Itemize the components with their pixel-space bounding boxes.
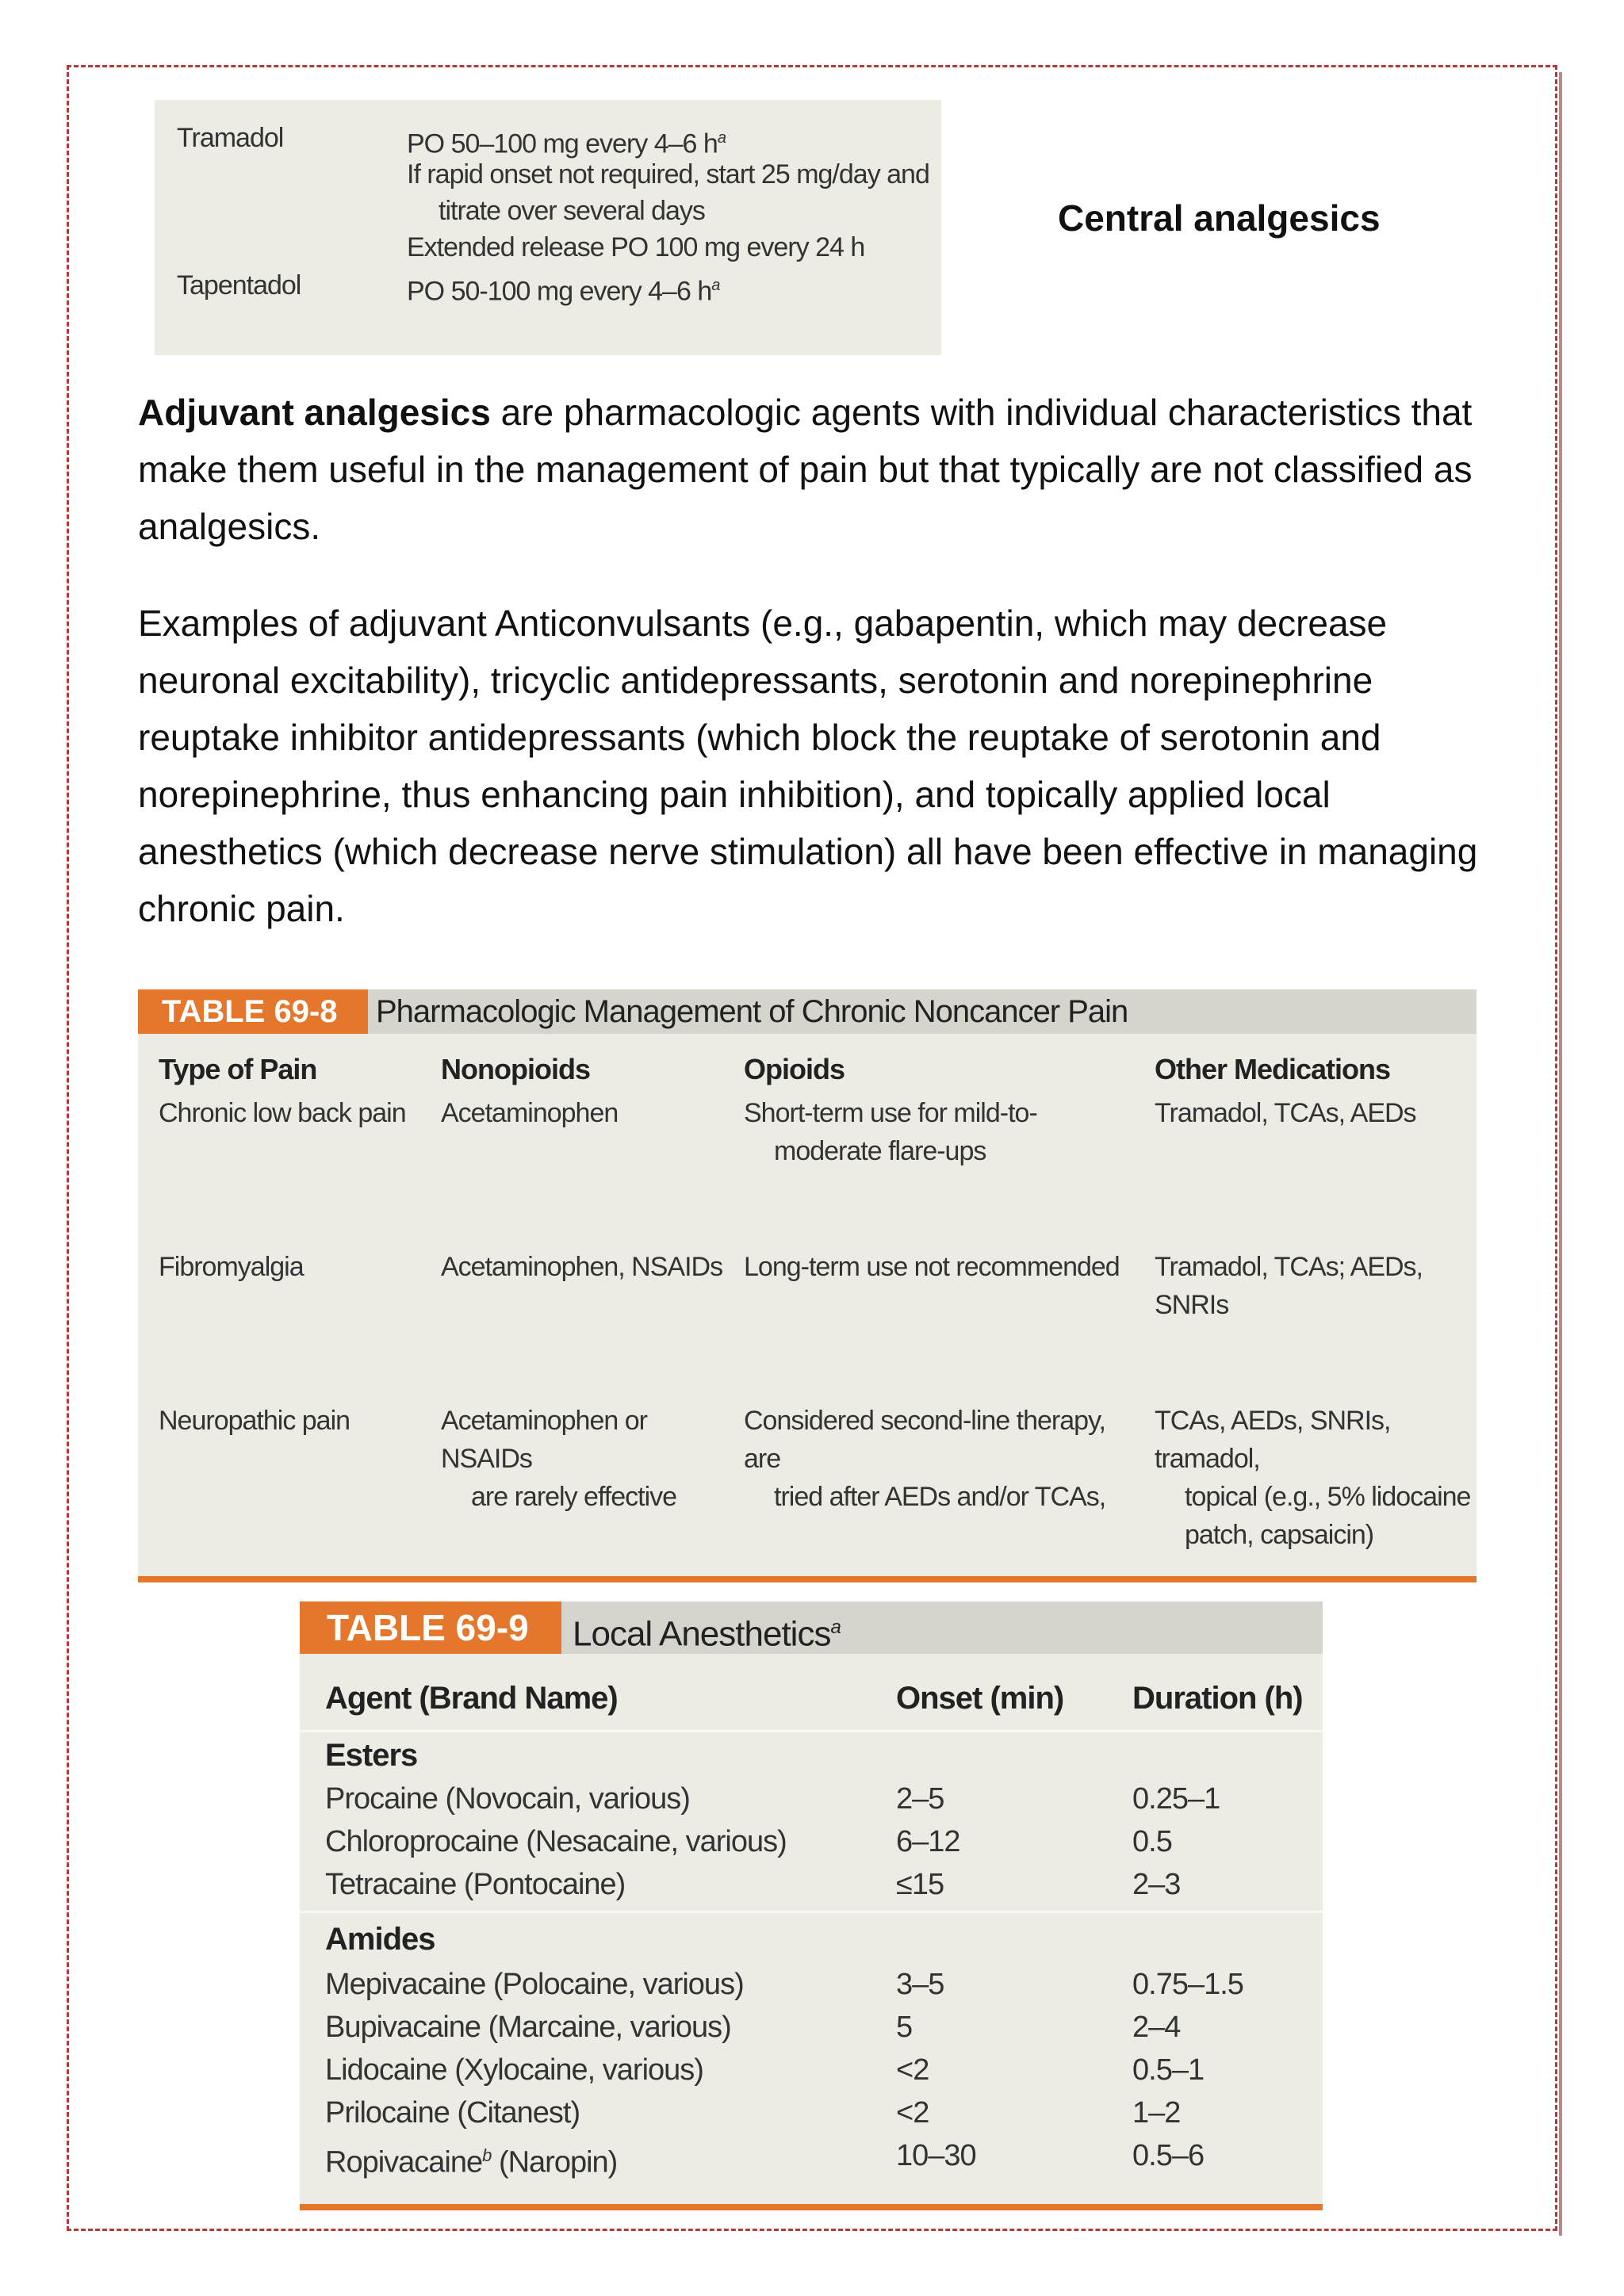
table-cell: Tramadol, TCAs, AEDs (1155, 1098, 1416, 1128)
dose-line: titrate over several days (439, 196, 705, 226)
table-row: Chloroprocaine (Nesacaine, various) 6–12 0.5 (325, 1825, 1172, 1858)
column-header: Agent (Brand Name) (325, 1681, 618, 1716)
paragraph-adjuvant: Adjuvant analgesics are pharmacologic agents with individual characteristics that make them useful in the management of pain but that typically are not classified as analgesics. (138, 392, 1473, 547)
table-tag: TABLE 69-8 (138, 989, 368, 1034)
table-row: Prilocaine (Citanest) <2 1–2 (325, 2096, 1181, 2130)
table-title: Pharmacologic Management of Chronic Noncancer Pain (376, 994, 1128, 1029)
table-title: Local Anesthetics$^a$ (573, 1614, 841, 1654)
side-label: Central analgesics (1058, 197, 1381, 239)
table-row: Bupivacaine (Marcaine, various) 5 2–4 (325, 2011, 1181, 2044)
dose-line: If rapid onset not required, start 25 mg/day and (407, 159, 929, 189)
dosing-table (155, 100, 941, 355)
table-row: Lidocaine (Xylocaine, various) <2 0.5–1 (325, 2053, 1205, 2087)
table-cell: Short-term use for mild-to- moderate flare-ups (744, 1098, 1037, 1166)
column-header: Opioids (744, 1053, 845, 1085)
column-header: Duration (h) (1132, 1681, 1303, 1716)
table-row: Tetracaine (Pontocaine) ≤15 2–3 (325, 1868, 1181, 1901)
drug-name: Tapentadol (177, 270, 301, 300)
dose-line: PO 50–100 mg every 4–6 $h^a$ (407, 128, 726, 159)
column-header: Other Medications (1155, 1053, 1391, 1085)
table-header-row (300, 1668, 1323, 1732)
column-header: Type of Pain (159, 1053, 317, 1085)
row-divider (300, 1730, 1323, 1732)
table-row: Mepivacaine (Polocaine, various) 3–5 0.75–1.5 (325, 1968, 1243, 2001)
table-bottom-rule (138, 1576, 1477, 1582)
table-row: Procaine (Novocain, various) 2–5 0.25–1 (325, 1782, 1220, 1816)
table-cell: Acetaminophen or NSAIDs are rarely effective (441, 1406, 677, 1512)
dose-line: Extended release PO 100 mg every 24 h (407, 232, 865, 262)
table-69-9 (300, 1601, 1323, 2204)
table-title-bar (368, 989, 1477, 1034)
row-divider (300, 1911, 1323, 1913)
table-row: Ropivacaine$^b$ (Naropin) 10–30 0.5–6 (325, 2139, 1205, 2179)
column-header: Onset (min) (896, 1681, 1064, 1716)
table-bottom-rule (300, 2204, 1323, 2210)
table-tag: TABLE 69-9 (300, 1601, 561, 1654)
dose-line: PO 50-100 mg every 4–6 $h^a$ (407, 276, 720, 307)
table-cell: Long-term use not recommended (744, 1252, 1120, 1282)
table-cell: Acetaminophen, NSAIDs (441, 1252, 723, 1282)
column-header: Nonopioids (441, 1053, 590, 1085)
bold-term: Adjuvant analgesics (138, 392, 491, 433)
table-cell: Fibromyalgia (159, 1252, 304, 1282)
group-label: Esters (325, 1738, 418, 1773)
table-cell: Tramadol, TCAs; AEDs, SNRIs (1155, 1252, 1423, 1320)
table-cell: TCAs, AEDs, SNRIs, tramadol, topical (e.g., 5% lidocaine patch, capsaicin) (1155, 1406, 1471, 1550)
paragraph-examples: Examples of adjuvant Anticonvulsants (e.g., gabapentin, which may decrease neuronal excitability), tricyclic antidepressants, serotonin and norepinephrine reuptake inhibitor antidepressants (which block the reuptake of serotonin and norepinephrine, thus enhancing pain inhibition), and topically applied local anesthetics (which decrease nerve stimulation) all have been effective in managing chronic pain. (138, 603, 1478, 929)
table-cell: Chronic low back pain (159, 1098, 406, 1128)
table-69-8 (138, 989, 1477, 1576)
table-cell: Considered second-line therapy, are tried after AEDs and/or TCAs, (744, 1406, 1106, 1512)
table-cell: Neuropathic pain (159, 1406, 350, 1436)
table-title-bar (561, 1601, 1323, 1654)
group-label: Amides (325, 1922, 435, 1957)
table-cell: Acetaminophen (441, 1098, 619, 1128)
drug-name: Tramadol (177, 123, 284, 153)
